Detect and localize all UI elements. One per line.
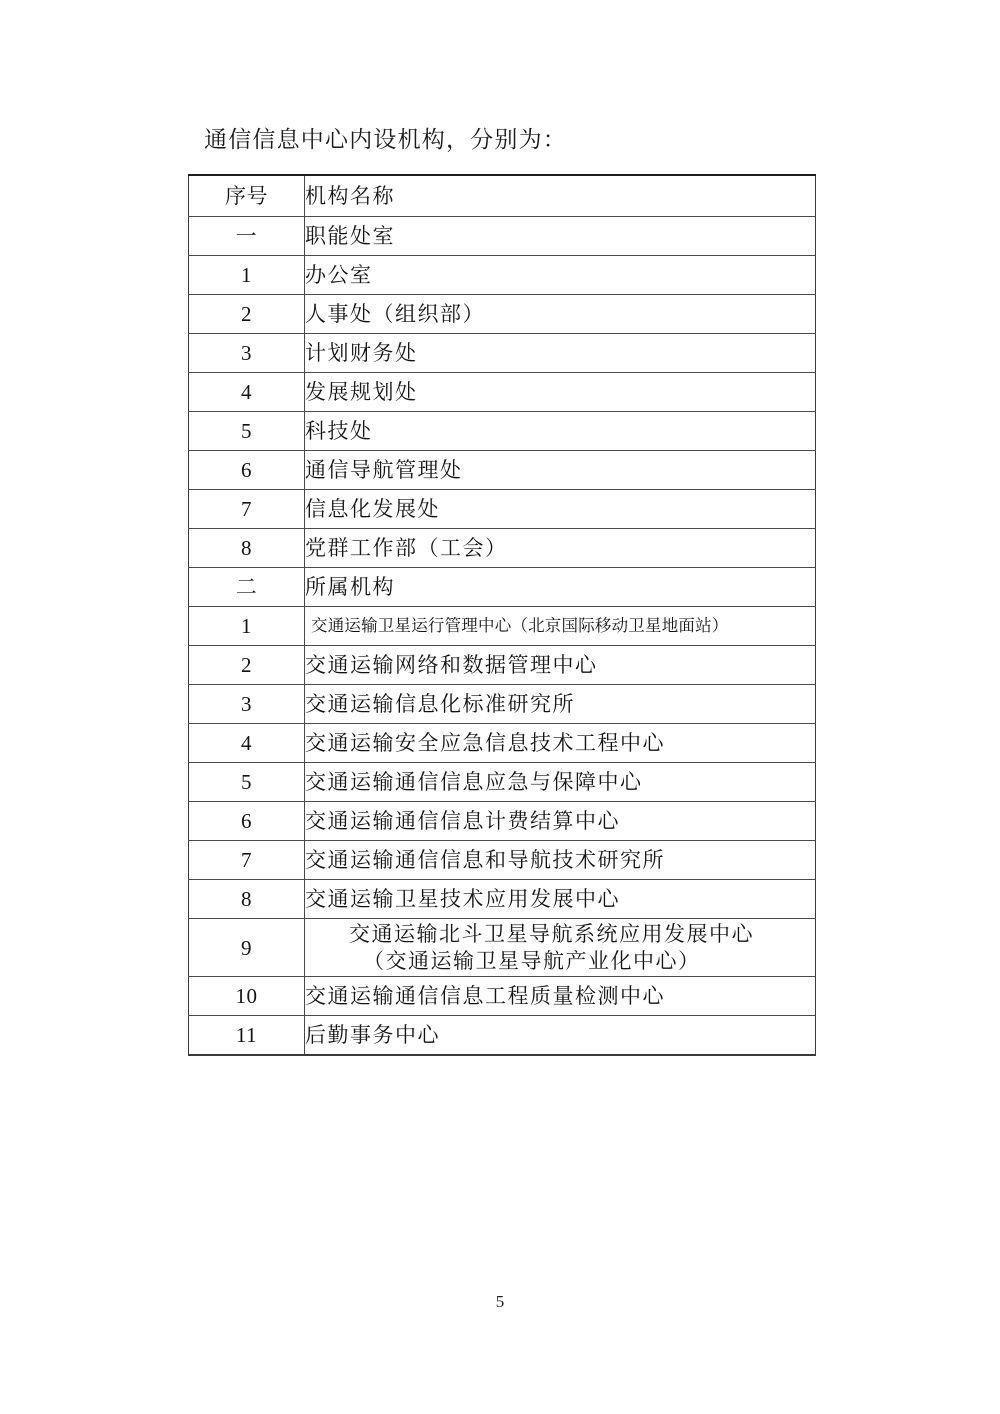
cell-seq: 11 bbox=[189, 1016, 305, 1056]
organization-table bbox=[188, 174, 816, 1056]
cell-name: 科技处 bbox=[305, 412, 816, 451]
cell-name: 交通运输信息化标准研究所 bbox=[305, 685, 816, 724]
cell-seq: 9 bbox=[189, 919, 305, 977]
cell-name: 办公室 bbox=[305, 256, 816, 295]
cell-name bbox=[305, 919, 816, 977]
table-header-row bbox=[189, 175, 816, 217]
table-row bbox=[189, 256, 816, 295]
cell-name: 信息化发展处 bbox=[305, 490, 816, 529]
cell-name: 交通运输通信信息计费结算中心 bbox=[305, 802, 816, 841]
table-row bbox=[189, 568, 816, 607]
table-row bbox=[189, 373, 816, 412]
cell-name: 人事处（组织部） bbox=[305, 295, 816, 334]
table-row bbox=[189, 880, 816, 919]
cell-name: 交通运输通信信息和导航技术研究所 bbox=[305, 841, 816, 880]
cell-seq: 一 bbox=[189, 217, 305, 256]
table-row bbox=[189, 977, 816, 1016]
cell-name: 党群工作部（工会） bbox=[305, 529, 816, 568]
cell-seq: 1 bbox=[189, 256, 305, 295]
table-row bbox=[189, 1016, 816, 1056]
table-row bbox=[189, 295, 816, 334]
table-row bbox=[189, 646, 816, 685]
cell-name: 交通运输卫星技术应用发展中心 bbox=[305, 880, 816, 919]
cell-name: 交通运输卫星运行管理中心（北京国际移动卫星地面站） bbox=[305, 607, 816, 646]
cell-seq: 8 bbox=[189, 880, 305, 919]
cell-seq: 7 bbox=[189, 841, 305, 880]
table-row bbox=[189, 802, 816, 841]
table-row bbox=[189, 412, 816, 451]
table-row bbox=[189, 763, 816, 802]
cell-name: 交通运输网络和数据管理中心 bbox=[305, 646, 816, 685]
cell-seq: 4 bbox=[189, 373, 305, 412]
column-header-name: 机构名称 bbox=[305, 175, 816, 217]
page-number: 5 bbox=[495, 1292, 505, 1311]
cell-name: 发展规划处 bbox=[305, 373, 816, 412]
table-row bbox=[189, 685, 816, 724]
cell-seq: 6 bbox=[189, 802, 305, 841]
table-row bbox=[189, 529, 816, 568]
cell-seq: 6 bbox=[189, 451, 305, 490]
cell-name: 通信导航管理处 bbox=[305, 451, 816, 490]
table-row bbox=[189, 451, 816, 490]
table-row bbox=[189, 724, 816, 763]
cell-seq: 5 bbox=[189, 763, 305, 802]
cell-seq: 3 bbox=[189, 685, 305, 724]
cell-name: 交通运输安全应急信息技术工程中心 bbox=[305, 724, 816, 763]
cell-seq: 5 bbox=[189, 412, 305, 451]
table-row bbox=[189, 841, 816, 880]
table-row bbox=[189, 334, 816, 373]
table-row bbox=[189, 607, 816, 646]
cell-name: 职能处室 bbox=[305, 217, 816, 256]
cell-name: 所属机构 bbox=[305, 568, 816, 607]
cell-name: 交通运输通信信息应急与保障中心 bbox=[305, 763, 816, 802]
cell-seq: 7 bbox=[189, 490, 305, 529]
cell-seq: 3 bbox=[189, 334, 305, 373]
cell-seq: 2 bbox=[189, 295, 305, 334]
cell-name-line2: （交通运输卫星导航产业化中心） bbox=[363, 949, 701, 973]
cell-seq: 4 bbox=[189, 724, 305, 763]
cell-name: 后勤事务中心 bbox=[305, 1016, 816, 1056]
table-row bbox=[189, 490, 816, 529]
organization-table-body bbox=[189, 175, 816, 1055]
table-row bbox=[189, 217, 816, 256]
cell-name: 计划财务处 bbox=[305, 334, 816, 373]
cell-seq: 8 bbox=[189, 529, 305, 568]
column-header-seq: 序号 bbox=[189, 175, 305, 217]
cell-seq: 10 bbox=[189, 977, 305, 1016]
cell-name-line1: 交通运输北斗卫星导航系统应用发展中心 bbox=[349, 922, 754, 946]
cell-seq: 2 bbox=[189, 646, 305, 685]
intro-paragraph: 通信信息中心内设机构，分别为： bbox=[204, 127, 567, 152]
cell-seq: 二 bbox=[189, 568, 305, 607]
cell-seq: 1 bbox=[189, 607, 305, 646]
cell-name: 交通运输通信信息工程质量检测中心 bbox=[305, 977, 816, 1016]
table-row bbox=[189, 919, 816, 977]
